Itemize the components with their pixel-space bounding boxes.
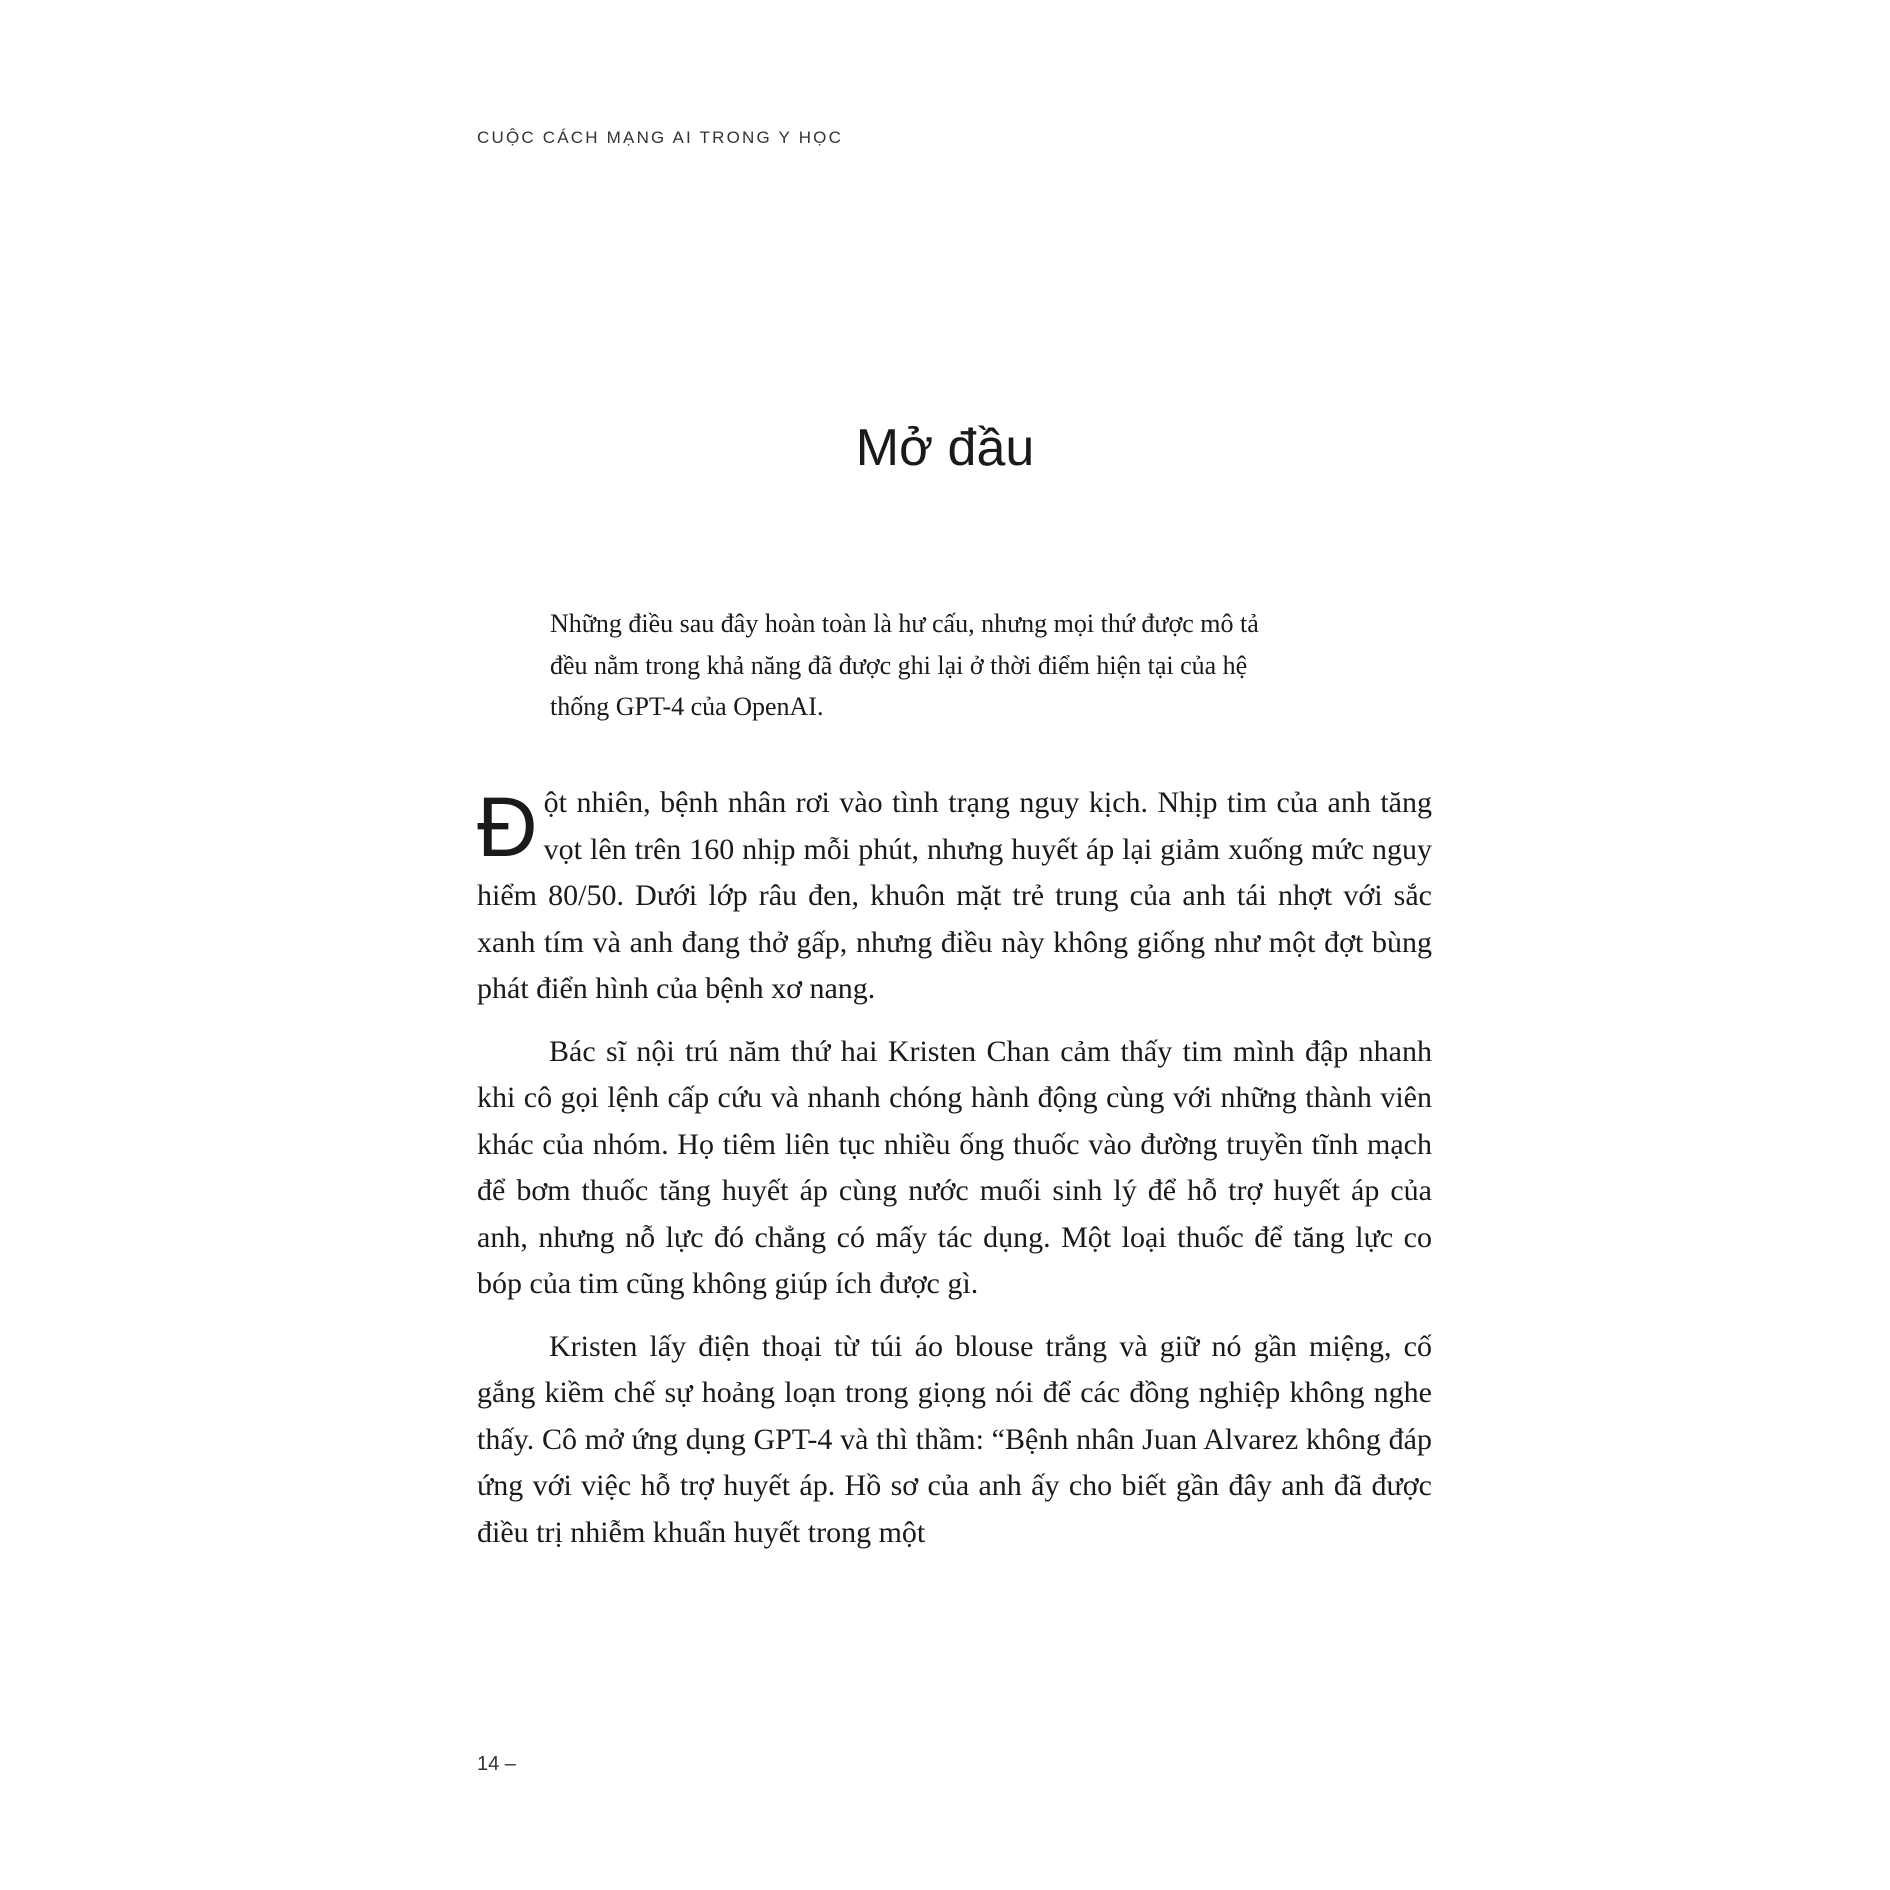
paragraph-1	[477, 780, 1432, 1013]
epigraph: Những điều sau đây hoàn toàn là hư cấu, nhưng mọi thứ được mô tả đều nằm trong khả năng đã được ghi lại ở thời điểm hiện tại của hệ thống GPT-4 của OpenAI.	[550, 609, 1259, 721]
page-number: 14 –	[477, 1753, 516, 1775]
drop-cap: Đ	[477, 780, 538, 874]
paragraph-3: Kristen lấy điện thoại từ túi áo blouse trắng và giữ nó gần miệng, cố gắng kiềm chế sự hoảng loạn trong giọng nói để các đồng nghiệp không nghe thấy. Cô mở ứng dụng GPT-4 và thì thầm: “Bệnh nhân Juan Alvarez không đáp ứng với việc hỗ trợ huyết áp. Hồ sơ của anh ấy cho biết gần đây anh đã được điều trị nhiễm khuẩn huyết trong một	[477, 1329, 1432, 1549]
paragraph-1-text: ột nhiên, bệnh nhân rơi vào tình trạng nguy kịch. Nhịp tim của anh tăng vọt lên trên 160 nhịp mỗi phút, nhưng huyết áp lại giảm xuống mức nguy hiểm 80/50. Dưới lớp râu đen, khuôn mặt trẻ trung của anh tái nhợt với sắc xanh tím và anh đang thở gấp, nhưng điều này không giống như một đợt bùng phát điển hình của bệnh xơ nang.	[477, 786, 1432, 1005]
paragraph-2: Bác sĩ nội trú năm thứ hai Kristen Chan cảm thấy tim mình đập nhanh khi cô gọi lệnh cấp cứu và nhanh chóng hành động cùng với những thành viên khác của nhóm. Họ tiêm liên tục nhiều ống thuốc vào đường truyền tĩnh mạch để bơm thuốc tăng huyết áp cùng nước muối sinh lý để hỗ trợ huyết áp của anh, nhưng nỗ lực đó chẳng có mấy tác dụng. Một loại thuốc để tăng lực co bóp của tim cũng không giúp ích được gì.	[477, 1034, 1432, 1300]
body-text	[477, 780, 1432, 1572]
running-header: CUỘC CÁCH MẠNG AI TRONG Y HỌC	[477, 128, 844, 147]
chapter-title: Mở đầu	[855, 419, 1035, 477]
